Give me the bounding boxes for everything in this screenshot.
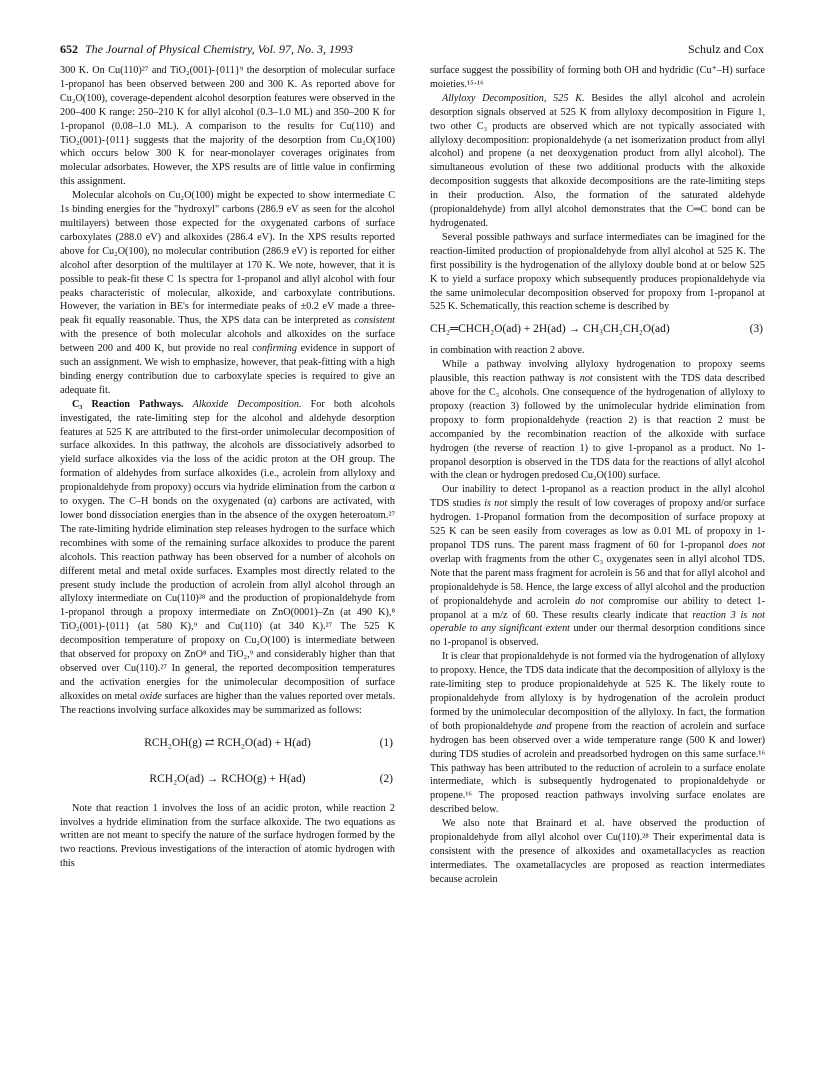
header-left [60, 42, 353, 57]
equation-1: RCH₂OH(g) ⇄ RCH₂O(ad) + H(ad) (1) [60, 728, 395, 758]
paragraph: It is clear that propionaldehyde is not formed via the hydrogenation of allyloxy to propoxy. Hence, the TDS data indicate that the decomposition of allyloxy is the rate-limiting step to produce propionaldehyde at 525 K. The likely route to propionaldehyde from allyloxy is by hydrogenation of the acrolein product formed by the unimolecular decomposition of the allyloxy. In fact, the formation of both propionaldehyde and propene from the reaction of acrolein and surface hydrogen has been observed over a wide temperature range (500 K and lower) during TDS studies of acrolein and preadsorbed hydrogen on this same surface.¹⁶ This pathway has been attributed to the reduction of acrolein to a surface enolate intermediate, which is subsequently hydrogenated to propionaldehyde or propene.¹⁶ The proposed reaction pathways involving surface enolates are described below. [430, 651, 766, 816]
running-header [60, 42, 764, 62]
equation-number: (2) [379, 772, 393, 785]
subsection-heading: Allyloxy Decomposition, 525 K. [442, 92, 585, 104]
page-number: 652 [60, 42, 78, 56]
paragraph: Our inability to detect 1-propanol as a reaction product in the allyl alcohol TDS studies is not simply the result of low coverages of propoxy and/or surface hydrogen. 1-Propanol formation from the decomposition of surface propoxy at 525 K can be seen easily from coverages as low as 0.01 ML of propoxy in 1-propanol TDS runs. The parent mass fragment of 60 for 1-propanol does not overlap with fragments from the other C₃ oxygenates seen in allyl alcohol TDS. Note that the parent mass fragment for acrolein is 56 and that for allyl alcohol and propionaldehyde is 58. Hence, the large excess of allyl alcohol and the production of propionaldehyde and acrolein do not compromise our ability to detect 1-propanol at a m/z of 60. These results clearly indicate that reaction 3 is not operable to any significant extent under our thermal desorption conditions since no 1-propanol is observed. [430, 484, 766, 649]
paragraph: Allyloxy Decomposition, 525 K. Besides the allyl alcohol and acrolein desorption signals observed at 525 K from allyloxy decomposition in Figure 1, two other C₃ products are observed which are not typically associated with allyloxy decomposition: propionaldehyde (a net isomerization product from allyl alcohol) and propene (a net deoxygenation product from allyl alcohol). The simultaneous evolution of these two additional products with the alkoxide decomposition suggests that alkoxide decompositions are the rate-limiting steps in their production. Also, the formation of the saturated aldehyde (propionaldehyde) from allyl alcohol demonstrates that the C═C bond can be hydrogenated. [430, 92, 766, 229]
paragraph: in combination with reaction 2 above. [430, 345, 585, 357]
paragraph: Molecular alcohols on Cu₂O(100) might be expected to show intermediate C 1s binding energies for the "hydroxyl" carbons (286.9 eV as seen for the alcohol multilayers) between those expected for the oxygenated carbons of surface carboxylates (288.0 eV) and alkoxides (286.4 eV). In the XPS results reported above for Cu₂O(100), no molecular contribution (286.9 eV) is reported for either alcohol after desorption of the multilayer at 170 K. We note, however, that it is possible to peak-fit these C 1s spectra for 1-propanol and allyl alcohol with four peaks characteristic of molecular, alkoxide, and carboxylate contributions. However, the variation in BE's for intermediate peaks of ±0.2 eV made a three-peak fit equally reasonable. Thus, the XPS data can be interpreted as consistent with the presence of both molecular alcohols and alkoxides on the surface between 200 and 400 K, but provide no real confirming evidence in support of such an assignment. We wish to emphasize, however, that peak-fitting with a high binding energy contribution due to carboxylate species is required to give an adequate fit. [60, 190, 395, 396]
paragraph: While a pathway involving allyloxy hydrogenation to propoxy seems plausible, this reaction pathway is not consistent with the TDS data described above for the C₃ alcohols. One consequence of the hydrogenation of allyloxy to propoxy (reaction 3) followed by the unimolecular hydride elimination from propoxy to form propionaldehyde (reaction 2) is that reaction 2 must be accompanied by the recombination reaction of the alkoxide with surface hydrogen (the reverse of reaction 1) to give 1-propanol as a product. No 1-propanol desorption is observed in the TDS data for the reactions of allyl alcohol with the clean or hydrogen predosed Cu₂O(100) surface. [430, 359, 765, 482]
equation-2: RCH₂O(ad) → RCHO(g) + H(ad) (2) [60, 764, 395, 794]
equation-3: CH₂═CHCH₂O(ad) + 2H(ad) → CH₃CH₂CH₂O(ad) (3) [430, 314, 765, 344]
paragraph: 300 K. On Cu(110)²⁷ and TiO₂(001)-{011}⁹ the desorption of molecular surface 1-propanol has been observed between 200 and 300 K. As reported above for Cu₂O(100), coverage-dependent alcohol desorption features were observed in the 200–400 K range: 250–210 K for allyl alcohol (0.3–1.0 ML) and 350–200 K for 1-propanol (0.08–1.0 ML). A comparison to the results for Cu(110) and TiO₂(001)-{011} suggests that the majority of the desorption from Cu₂O(100) which occurs below 300 K for near-monolayer coverages originates from molecular adsorbates. However, the XPS results are of little value in confirming this assignment. [60, 65, 395, 188]
equation-number: (3) [749, 323, 763, 336]
left-column [60, 64, 395, 871]
paragraph: C₃ Reaction Pathways. Alkoxide Decomposition. For both alcohols investigated, the rate-limiting step for the alcohol and aldehyde desorption features at 525 K are attributed to the first-order unimolecular decomposition of surface alkoxides. In this pathway, the alcohols are dissociatively adsorbed to yield surface alkoxides via the loss of the acidic proton at the OH group. The formation of aldehydes from surface alkoxides (i.e., acrolein from allyloxy and propionaldehyde from propoxy) occurs via hydride elimination from the carbon α to oxygen. The C–H bonds on the oxygenated (α) carbons are activated, with lower bond dissociation energies than in the absence of the oxygen heteroatom.²⁷ The rate-limiting hydride elimination step releases hydrogen to the surface which recombines with some of the remaining surface alkoxides to produce the parent alcohols. This reaction pathway has been observed for a number of alcohols on different metal and metal oxide surfaces. Examples most directly related to the present study include the production of acrolein from allyl alcohol through an allyloxy intermediate on Cu(110)²⁸ and the production of propionaldehyde from 1-propanol through a propoxy intermediate on ZnO(0001)–Zn (at 490 K),⁸ TiO₂(001)-{011} (at 580 K),⁹ and Cu(110) (at 340 K).²⁷ The 525 K decomposition temperature of propoxy on Cu₂O(100) is intermediate between that observed for propoxy on ZnO⁸ and TiO₂,⁹ and considerably higher than that observed over Cu(110).²⁷ In general, the reported decomposition temperatures and the activation energies for the unimolecular decomposition of surface alkoxides on metal oxide surfaces are higher than the values reported over metals. The reactions involving surface alkoxides may be summarized as follows: [60, 398, 395, 716]
journal-title: The Journal of Physical Chemistry, Vol. 97, No. 3, 1993 [85, 42, 353, 56]
paragraph: Note that reaction 1 involves the loss of an acidic proton, while reaction 2 involves a hydride elimination from the surface alkoxide. The two equations as written are not meant to specify the nature of the surface hydrogen formed by the two reactions. Previous investigations of the interaction of atomic hydrogen with this [60, 802, 395, 870]
paragraph: We also note that Brainard et al. have observed the production of propionaldehyde from allyl alcohol over Cu(110).²⁸ Their experimental data is consistent with the presence of alkoxides and oxametallacycles as reaction intermediates. The oxametallacycles are proposed as reaction intermediates because acrolein [430, 818, 765, 885]
paragraph: Several possible pathways and surface intermediates can be imagined for the reaction-limited production of propionaldehyde from allyl alcohol at 525 K. The first possibility is the hydrogenation of the allyloxy double bond at or below 525 K to yield a surface propoxy which subsequently produces propionaldehyde via the same unimolecular decomposition observed for propoxy from 1-propanol at 525 K. Schematically, this reaction scheme is described by [430, 231, 765, 313]
subsection-heading: Alkoxide Decomposition. [192, 398, 302, 410]
header-authors: Schulz and Cox [688, 42, 764, 56]
equation-number: (1) [379, 736, 393, 749]
paragraph: surface suggest the possibility of forming both OH and hydridic (Cu⁺–H) surface moieties.¹⁵·¹⁶ [430, 65, 765, 90]
section-heading: C₃ Reaction Pathways. [72, 398, 184, 410]
right-column [430, 64, 765, 887]
